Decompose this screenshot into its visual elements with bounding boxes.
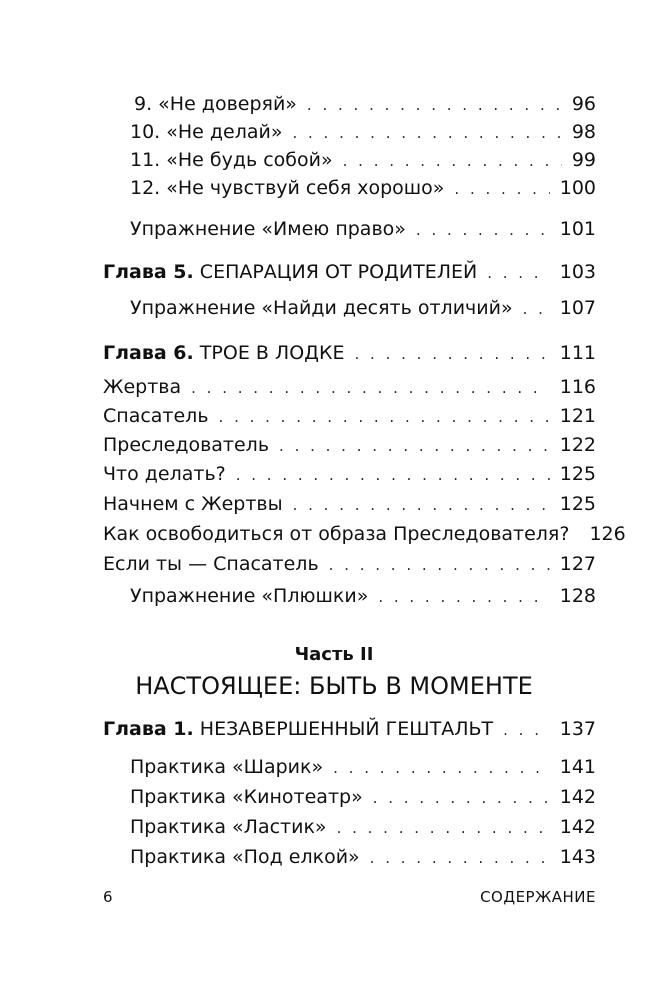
toc-entry-page: 142 [559, 816, 596, 838]
toc-entry-title: Практика «Ластик» [130, 816, 327, 838]
dot-leader [343, 146, 562, 176]
toc-entry-page: 121 [559, 405, 596, 427]
toc-entry[interactable] [103, 372, 596, 402]
toc-entry-title: Жертва [103, 376, 182, 398]
toc-entry[interactable] [103, 459, 596, 489]
toc-entry-title: Практика «Под елкой» [130, 846, 360, 868]
dot-leader [355, 339, 550, 369]
toc-entry-page: 125 [559, 493, 596, 515]
toc-entry-page: 141 [559, 756, 596, 778]
toc-entry-title: 10. «Не делай» [130, 121, 283, 143]
dot-leader [378, 582, 549, 612]
toc-entry-title: Упражнение «Найди десять отличий» [130, 297, 513, 319]
toc-entry-page: 96 [571, 93, 596, 115]
dot-leader [373, 783, 550, 813]
toc-entry-title: Практика «Кинотеатр» [130, 786, 363, 808]
toc-entry[interactable] [103, 401, 596, 431]
toc-entry[interactable] [103, 489, 596, 519]
toc-entry[interactable] [134, 89, 596, 119]
toc-entry-page: 122 [559, 434, 596, 456]
dot-leader [236, 460, 550, 490]
dot-leader [279, 431, 550, 461]
toc-entry[interactable] [130, 293, 596, 323]
toc-entry-title: Преследователь [103, 434, 270, 456]
toc-entry-title: 11. «Не будь собой» [130, 149, 333, 171]
toc-entry-title: Как освободиться от образа Преследователя? [103, 523, 570, 545]
toc-entry-title: Практика «Шарик» [130, 756, 324, 778]
part-title: НАСТОЯЩЕЕ: БЫТЬ В МОМЕНТЕ [135, 672, 533, 700]
toc-entry-title: Начнем с Жертвы [103, 493, 283, 515]
toc-entry[interactable] [130, 752, 596, 782]
toc-entry-page: 116 [559, 376, 596, 398]
toc-entry-title: Упражнение «Имею право» [130, 218, 406, 240]
toc-entry[interactable] [130, 581, 596, 611]
toc-entry-page: 107 [559, 297, 596, 319]
chapter-title: СЕПАРАЦИЯ ОТ РОДИТЕЛЕЙ [199, 261, 478, 283]
toc-entry-page: 125 [559, 463, 596, 485]
toc-entry-page: 128 [559, 585, 596, 607]
toc-entry-page: 137 [559, 718, 596, 740]
toc-entry[interactable] [103, 519, 626, 549]
dot-leader [487, 258, 550, 288]
dot-leader [333, 753, 550, 783]
toc-entry[interactable] [130, 117, 596, 147]
toc-entry-title: Упражнение «Плюшки» [130, 585, 369, 607]
toc-entry[interactable] [103, 549, 596, 579]
toc-entry-page: 100 [559, 177, 596, 199]
toc-entry-page: 126 [589, 523, 626, 545]
page-number: 6 [103, 888, 113, 906]
toc-entry-page: 101 [559, 218, 596, 240]
dot-leader [523, 294, 550, 324]
toc-entry[interactable] [103, 430, 596, 460]
dot-leader [337, 813, 550, 843]
dot-leader [219, 402, 550, 432]
toc-entry-page: 98 [571, 121, 596, 143]
toc-entry-title: Спасатель [103, 405, 209, 427]
toc-chapter-6[interactable] [103, 338, 596, 368]
toc-entry[interactable] [130, 812, 596, 842]
toc-entry-page: 142 [559, 786, 596, 808]
toc-entry-page: 143 [559, 846, 596, 868]
running-header: СОДЕРЖАНИЕ [480, 888, 596, 906]
chapter-title: ТРОЕ В ЛОДКЕ [199, 342, 345, 364]
toc-entry-page: 111 [559, 342, 596, 364]
toc-entry[interactable] [130, 842, 596, 872]
dot-leader [307, 90, 562, 120]
toc-entry[interactable] [130, 214, 596, 244]
chapter-title: НЕЗАВЕРШЕННЫЙ ГЕШТАЛЬТ [199, 718, 494, 740]
chapter-label: Глава 6. [103, 342, 194, 364]
dot-leader [329, 550, 550, 580]
toc-entry-title: Что делать? [103, 463, 226, 485]
toc-chapter-5[interactable] [103, 257, 596, 287]
dot-leader [292, 118, 561, 148]
dot-leader [416, 215, 550, 245]
dot-leader [191, 373, 550, 403]
dot-leader [293, 490, 550, 520]
part-label: Часть II [294, 644, 374, 665]
toc-part2-chapter-1[interactable] [103, 714, 596, 744]
toc-entry-page: 103 [559, 261, 596, 283]
toc-entry-page: 127 [559, 553, 596, 575]
toc-entry[interactable] [130, 782, 596, 812]
toc-entry-page: 99 [571, 149, 596, 171]
dot-leader [503, 715, 550, 745]
toc-entry-title: 9. «Не доверяй» [134, 93, 297, 115]
toc-entry[interactable] [130, 145, 596, 175]
toc-entry-title: Если ты — Спасатель [103, 553, 319, 575]
toc-entry-title: 12. «Не чувствуй себя хорошо» [130, 177, 445, 199]
chapter-label: Глава 1. [103, 718, 194, 740]
toc-entry[interactable] [130, 173, 596, 203]
chapter-label: Глава 5. [103, 261, 194, 283]
dot-leader [370, 843, 550, 873]
dot-leader [454, 174, 549, 204]
